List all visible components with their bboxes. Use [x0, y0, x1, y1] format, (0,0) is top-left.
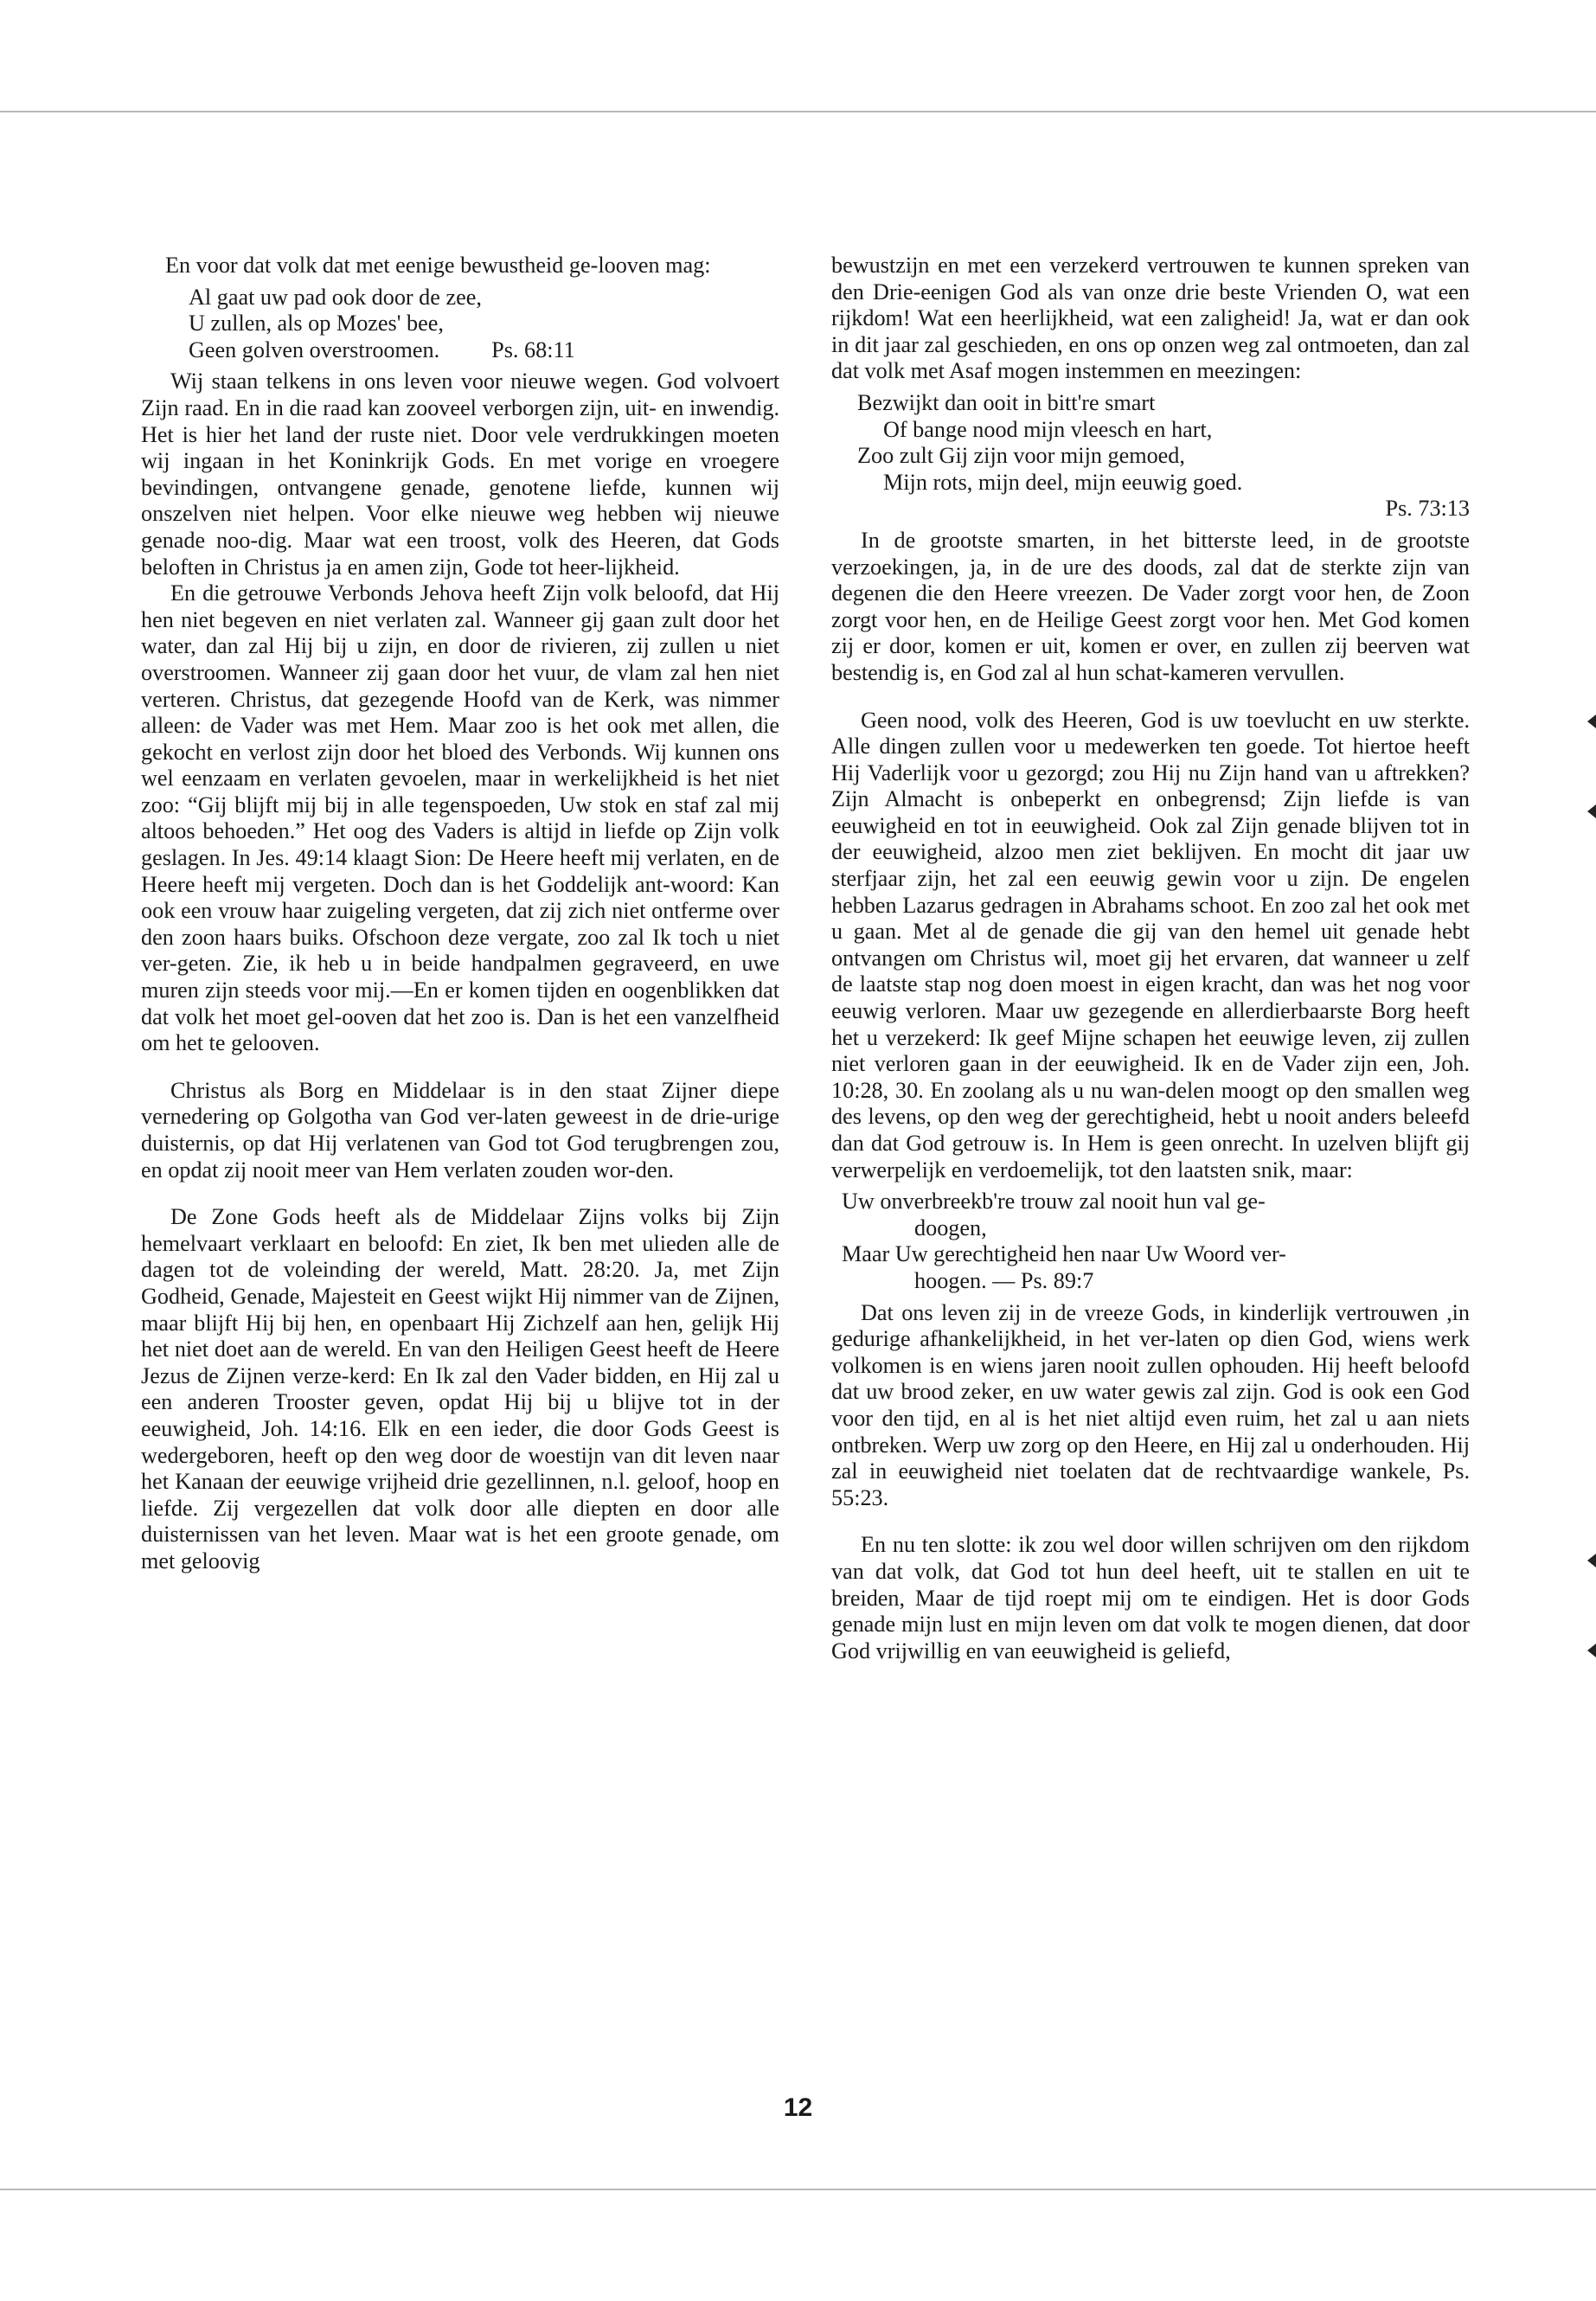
binding-mark-icon [1587, 1644, 1596, 1657]
verse-line: hoogen. — Ps. 89:7 [914, 1267, 1094, 1293]
paragraph: Wij staan telkens in ons leven voor nieuwe wegen. God volvoert Zijn raad. En in die raad kan zooveel verborgen zijn, uit- en inwendig. Het is hier het land der ruste niet. Door vele verdrukkingen moeten wij ingaan in het Koninkrijk Gods. En met vorige en vroegere bevindingen, ontvangene genade, genotene liefde, kunnen wij onszelven niet helpen. Voor elke nieuwe weg hebben wij nieuwe genade noo-dig. Maar wat een troost, volk des Heeren, dat Gods beloften in Christus ja en amen zijn, Gode tot heer-lijkheid. [141, 369, 779, 580]
verse-line: Zoo zult Gij zijn voor mijn gemoed, [857, 443, 1185, 469]
verse-line: Mijn rots, mijn deel, mijn eeuwig goed. [883, 469, 1243, 495]
paragraph: Christus als Borg en Middelaar is in den staat Zijner diepe vernedering op Golgotha van God ver-laten geweest in de drie-urige duisternis, op dat Hij verlatenen van God tot God terugbrengen zou, en opdat zij nooit meer van Hem verlaten zouden wor-den. [141, 1077, 779, 1183]
binding-mark-icon [1587, 715, 1596, 728]
binding-mark-icon [1587, 1554, 1596, 1567]
verse-block [831, 390, 1470, 522]
paragraph: Geen nood, volk des Heeren, God is uw toevlucht en uw sterkte. Alle dingen zullen voor u medewerken ten goede. Tot hiertoe heeft Hij Vaderlijk voor u gezorgd; zou Hij nu Zijn hand van u aftrekken? Zijn Almacht is onbeperkt en onbegrensd; Zijn liefde is van eeuwigheid en tot in eeuwigheid. Ook zal Zijn genade blijven tot in der eeuwigheid, alzoo men ziet beklijven. En mocht dit jaar uw sterfjaar zijn, het zal een eeuwig gewin voor u zijn. De engelen hebben Lazarus gedragen in Abrahams schoot. En zoo zal het ook met u gaan. Met al de genade die gij van den hemel uit genade hebt ontvangen om Christus wil, moet gij het ervaren, dat wanneer u zelf de laatste stap nog doen moest in eigen kracht, dan was het nog voor eeuwig verloren. Maar uw gezegende en allerdierbaarste Borg heeft het u verzekerd: Ik geef Mijne schapen het eeuwige leven, zij zullen niet verloren gaan in der eeuwigheid. Ik en de Vader zijn een, Joh. 10:28, 30. En zoolang als u nu wan-delen moogt op den smallen weg des levens, op den weg der gerechtigheid, hebt u nooit anders beleefd dan dat God getrouw is. In Hem is geen onrecht. In uzelven blijft gij verwerpelijk en verdoemelijk, tot den laatsten snik, maar: [831, 707, 1470, 1183]
paragraph: bewustzijn en met een verzekerd vertrouwen te kunnen spreken van den Drie-eenigen God als van onze drie beste Vrienden O, wat een rijkdom! Wat een heerlijkheid, wat een zaligheid! Ja, wat er dan ook in dit jaar zal geschieden, en ons op onzen weg zal ontmoeten, dan zal dat volk met Asaf mogen instemmen en meezingen: [831, 253, 1470, 384]
scan-top-margin [0, 0, 1596, 112]
verse-line: Bezwijkt dan ooit in bitt're smart [857, 389, 1156, 415]
psalm-reference: Ps. 73:13 [1385, 496, 1470, 522]
paragraph: Dat ons leven zij in de vreeze Gods, in kinderlijk vertrouwen ,in gedurige afhankelijkheid, in het ver-laten op dien God, wiens werk volkomen is en wiens jaren nooit zullen ophouden. Hij heeft beloofd dat uw brood zeker, en uw water gewis zal zijn. God is ook een God voor den tijd, en al is het niet altijd even ruim, het zal u aan niets ontbreken. Werp uw zorg op den Heere, en Hij zal u onderhouden. Hij zal in eeuwigheid niet toelaten dat de rechtvaardige wankele, Ps. 55:23. [831, 1299, 1470, 1510]
paragraph: En die getrouwe Verbonds Jehova heeft Zijn volk beloofd, dat Hij hen niet begeven en niet verlaten zal. Wanneer gij gaan zult door het water, dan zal Hij bij u zijn, en door de rivieren, zij zullen u niet overstroomen. Wanneer zij gaan door het vuur, de vlam zal hen niet verteren. Christus, dat gezegende Hoofd van de Kerk, was nimmer alleen: de Vader was met Hem. Maar zoo is het ook met allen, die gekocht en verlost zijn door het bloed des Verbonds. Wij kunnen ons wel eenzaam en verlaten gevoelen, maar in werkelijkheid is het niet zoo: “Gij blijft mij bij in alle tegenspoeden, Uw stok en staf zal mij altoos behoeden.” Het oog des Vaders is altijd in liefde op Zijn volk geslagen. In Jes. 49:14 klaagt Sion: De Heere heeft mij verlaten, en de Heere heeft mij vergeten. Doch dan is het Goddelijk ant-woord: Kan ook een vrouw haar zuigeling vergeten, dat zij zich niet ontferme over den zoon haars buiks. Ofschoon deze vergate, zoo zal Ik toch u niet ver-geten. Zie, ik heb u in beide handpalmen gegraveerd, en uwe muren zijn steeds voor mij.—En er komen tijden en oogenblikken dat dat volk het moet gel-ooven dat het zoo is. Dan is het een vanzelfheid om het te gelooven. [141, 580, 779, 1056]
verse-line: Maar Uw gerechtigheid hen naar Uw Woord ver- [842, 1241, 1286, 1267]
paragraph: En nu ten slotte: ik zou wel door willen schrijven om den rijkdom van dat volk, dat God tot hun deel heeft, uit te stallen en uit te breiden, Maar de tijd roept mij om te eindigen. Het is door Gods genade mijn lust en mijn leven om dat volk te mogen dienen, dat door God vrijwillig en van eeuwigheid is geliefd, [831, 1532, 1470, 1663]
paragraph: In de grootste smarten, in het bitterste leed, in de grootste verzoekingen, ja, in de ure des doods, zal dat de sterkte zijn van degenen die den Heere vreezen. De Vader zorgt voor hen, de Zoon zorgt voor hen, en de Heilige Geest zorgt voor hen. Met God komen zij er door, komen er uit, komen er over, en zullen zij beerven wat bestendig is, en God zal al hun schat-kameren vervullen. [831, 527, 1470, 685]
scan-bottom-margin [0, 2189, 1596, 2301]
verse-line: Al gaat uw pad ook door de zee, [189, 284, 482, 310]
verse-line-text: Geen golven overstroomen. [189, 336, 440, 362]
paragraph: De Zone Gods heeft als de Middelaar Zijns volks bij Zijn hemelvaart verklaart en beloofd: En ziet, Ik ben met ulieden alle de dagen tot de voleinding der wereld, Matt. 28:20. Ja, met Zijn Godheid, Genade, Majesteit en Geest wijkt Hij nimmer van de Zijnen, maar blijft Hij bij hen, en openbaart Hij Zichzelf aan hen, gelijk Hij het niet doet aan de wereld. En van den Heiligen Geest heeft de Heere Jezus de Zijnen verze-kerd: En Ik zal den Vader bidden, en Hij zal u een anderen Trooster geven, opdat Hij bij u blijve tot in der eeuwigheid, Joh. 14:16. Elk en een ieder, die door Gods Geest is wedergeboren, heeft op den weg door de woestijn van dit leven naar het Kanaan der eeuwige vrijheid drie gezellinnen, n.l. geloof, hoop en liefde. Zij vergezellen dat volk door alle diepten en door alle duisternissen van het leven. Maar wat is het een groote genade, om met geloovig [141, 1204, 779, 1574]
verse-line: Uw onverbreekb're trouw zal nooit hun val ge- [842, 1189, 1266, 1215]
verse-block [141, 285, 779, 364]
verse-line [141, 337, 779, 364]
verse-block [831, 1189, 1470, 1294]
right-column [831, 253, 1470, 1664]
page-number: 12 [783, 2093, 813, 2122]
binding-mark-icon [1587, 804, 1596, 818]
verse-line: Of bange nood mijn vleesch en hart, [883, 416, 1213, 442]
verse-line: U zullen, als op Mozes' bee, [189, 311, 444, 336]
verse-line: doogen, [914, 1215, 987, 1240]
paragraph: En voor dat volk dat met eenige bewustheid ge-looven mag: [165, 253, 711, 278]
psalm-reference: Ps. 68:11 [491, 336, 575, 362]
left-column [141, 253, 779, 1575]
